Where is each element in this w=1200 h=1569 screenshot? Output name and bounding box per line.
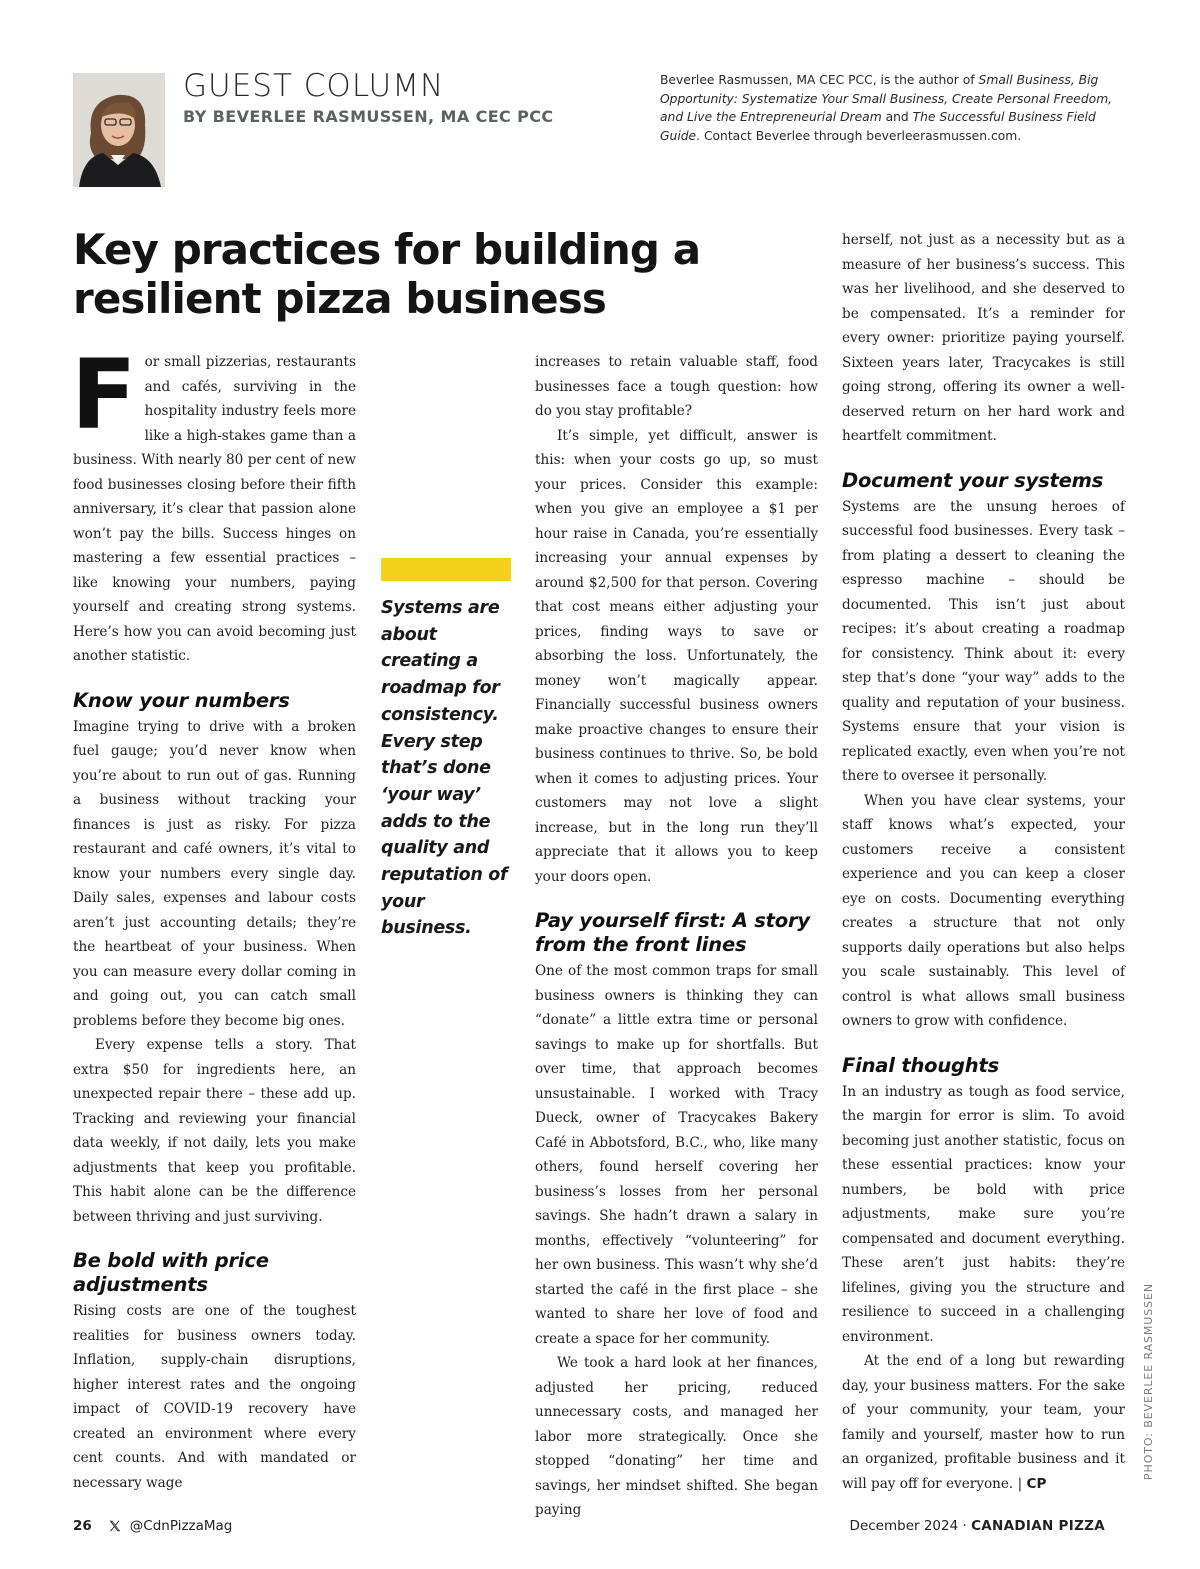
column-label: GUEST COLUMN <box>183 68 445 104</box>
author-portrait-image <box>73 73 165 187</box>
drop-cap: F <box>71 339 137 451</box>
page-number: 26 <box>73 1518 92 1534</box>
author-photo <box>73 73 165 187</box>
systems-paragraph-1: Systems are the unsung heroes of successful food businesses. Every task – from plating a dessert to cleaning the espresso machine – should be documented. This isn’t just about recipes: it’s about creating a roadmap for consistency. Think about it: every step that’s done “your way” adds to the quality and reputation of your business. Systems ensure that your vision is replicated exactly, even when you’re not there to oversee it personally. <box>842 498 1125 784</box>
issue-date: December 2024 · <box>849 1518 972 1534</box>
subhead-document-systems: Document your systems <box>842 468 1104 492</box>
pullquote-accent-bar <box>381 558 511 581</box>
magazine-name: CANADIAN PIZZA <box>971 1518 1105 1534</box>
bio-contact: . Contact Beverlee through beverleerasmussen.com. <box>696 128 1022 143</box>
intro-text: or small pizzerias, restaurants and cafés, surviving in the hospitality industry feels more like a high-stakes game than a business. With nearly 80 per cent of new food businesses closing before their fifth anniversary, it’s clear that passion alone won’t pay the bills. Success hinges on mastering a few essential practices – like knowing your numbers, paying yourself and creating strong systems. Here’s how you can avoid becoming just another statistic. <box>73 354 356 664</box>
numbers-paragraph-1: Imagine trying to drive with a broken fuel gauge; you’d never know when you’re about to run out of gas. Running a business without tracking your finances is just as risky. For pizza restaurant and café owners, it’s vital to know your numbers every single day. Daily sales, expenses and labour costs aren’t just accounting details; they’re the heartbeat of your business. When you can measure every dollar coming in and going out, you can catch small problems before they become big ones. <box>73 718 356 1029</box>
payself-paragraph-1: One of the most common traps for small business owners is thinking they can “donate” a little extra time or personal savings to make up for shortfalls. But over time, that approach becomes unsustainable. I worked with Tracy Dueck, owner of Tracycakes Bakery Café in Abbotsford, B.C., who, like many others, found herself covering her business’s losses from her personal savings. She hadn’t drawn a salary in months, effectively “volunteering” for her own business. This wasn’t why she’d started the café in the first place – she wanted to share her love of food and create a space for her community. <box>535 963 818 1347</box>
pricing-paragraph-1a: Rising costs are one of the toughest realities for business owners today. Inflation, supply-chain disruptions, higher interest rates and the ongoing impact of COVID-19 recovery have created an environment where every cent counts. And with mandated or necessary wage <box>73 1303 356 1491</box>
numbers-paragraph-2: Every expense tells a story. That extra $50 for ingredients here, an unexpected repair there – these add up. Tracking and reviewing your financial data weekly, if not daily, lets you make adjustments that keep you profitable. This habit alone can be the difference between thriving and just surviving. <box>73 1037 356 1225</box>
subhead-price-adjustments: Be bold with price adjustments <box>73 1249 269 1296</box>
social-handle[interactable]: @CdnPizzaMag <box>129 1518 233 1534</box>
article-column-3 <box>842 228 1125 1496</box>
bio-book-title-2: The Successful Business Field Guide <box>660 110 1096 143</box>
x-logo-icon <box>108 1519 122 1533</box>
author-bio <box>660 71 1135 145</box>
article-headline: Key practices for building a resilient pizza business <box>73 225 701 323</box>
systems-paragraph-2: When you have clear systems, your staff knows what’s expected, your customers receive a consistent experience and you can keep a closer eye on costs. Documenting everything creates a structure that not only supports daily operations but also helps you scale sustainably. This level of control is what allows small business owners to grow with confidence. <box>842 792 1125 1029</box>
subhead-know-your-numbers: Know your numbers <box>73 688 290 712</box>
bio-and: and <box>881 110 913 124</box>
article-column-2 <box>535 350 818 1523</box>
subhead-final-thoughts: Final thoughts <box>842 1053 999 1077</box>
subhead-pay-yourself-first: Pay yourself first: A story from the front lines <box>535 909 810 956</box>
byline: BY BEVERLEE RASMUSSEN, MA CEC PCC <box>183 107 554 126</box>
pricing-paragraph-1b: increases to retain valuable staff, food businesses face a tough question: how do you stay profitable? <box>535 354 818 419</box>
footer-right <box>850 1518 1105 1534</box>
pricing-paragraph-2: It’s simple, yet difficult, answer is this: when your costs go up, so must your prices. Consider this example: when you give an employee a $1 per hour raise in Canada, you’re essentially increasing your annual expenses by around $2,500 for that person. Covering that cost means either adjusting your prices, finding ways to save or absorbing the loss. Unfortunately, the money won’t magically appear. Financially successful business owners make proactive changes to ensure their business continues to thrive. So, be bold when it comes to adjusting prices. Your customers may not love a slight increase, but in the long run they’ll appreciate that it allows you to keep your doors open. <box>535 427 818 885</box>
pullquote: Systems are about creating a roadmap for consistency. Every step that’s done ‘your way’ adds to the quality and reputation of your business. <box>381 598 508 939</box>
intro-paragraph <box>71 339 356 669</box>
bio-book-title-1: Small Business, Big Opportunity: Systematize Your Small Business, Create Personal Freedom, and Live the Entrepreneurial Dream <box>660 73 1113 124</box>
final-paragraph-1: In an industry as tough as food service, the margin for error is slim. To avoid becoming just another statistic, focus on these essential practices: know your numbers, be bold with price adjustments, make sure you’re compensated and document everything. These aren’t just habits: they’re lifelines, giving you the structure and resilience to succeed in a challenging environment. <box>842 1083 1125 1345</box>
footer-left <box>73 1518 232 1534</box>
payself-paragraph-2b: herself, not just as a necessity but as a measure of her business’s success. This was her livelihood, and she deserved to be compensated. It’s a reminder for every owner: prioritize paying yourself. Sixteen years later, Tracycakes is still going strong, offering its owner a well-deserved return on her hard work and heartfelt commitment. <box>842 232 1125 444</box>
final-paragraph-2 <box>842 1349 1125 1496</box>
end-mark: CP <box>1026 1475 1047 1492</box>
final-paragraph-2-text: At the end of a long but rewarding day, your business matters. For the sake of your community, your team, your family and yourself, master how to run an organized, profitable business and it will pay off for everyone. | <box>842 1353 1125 1492</box>
payself-paragraph-2a: We took a hard look at her finances, adjusted her pricing, reduced unnecessary costs, and managed her labor more strategically. Once she stopped “donating” her time and savings, her mindset shifted. She began paying <box>535 1355 818 1518</box>
article-column-1 <box>71 339 356 1495</box>
photo-credit: PHOTO: BEVERLEE RASMUSSEN <box>1142 1283 1155 1480</box>
bio-lead: Beverlee Rasmussen, MA CEC PCC, is the author of <box>660 73 979 87</box>
